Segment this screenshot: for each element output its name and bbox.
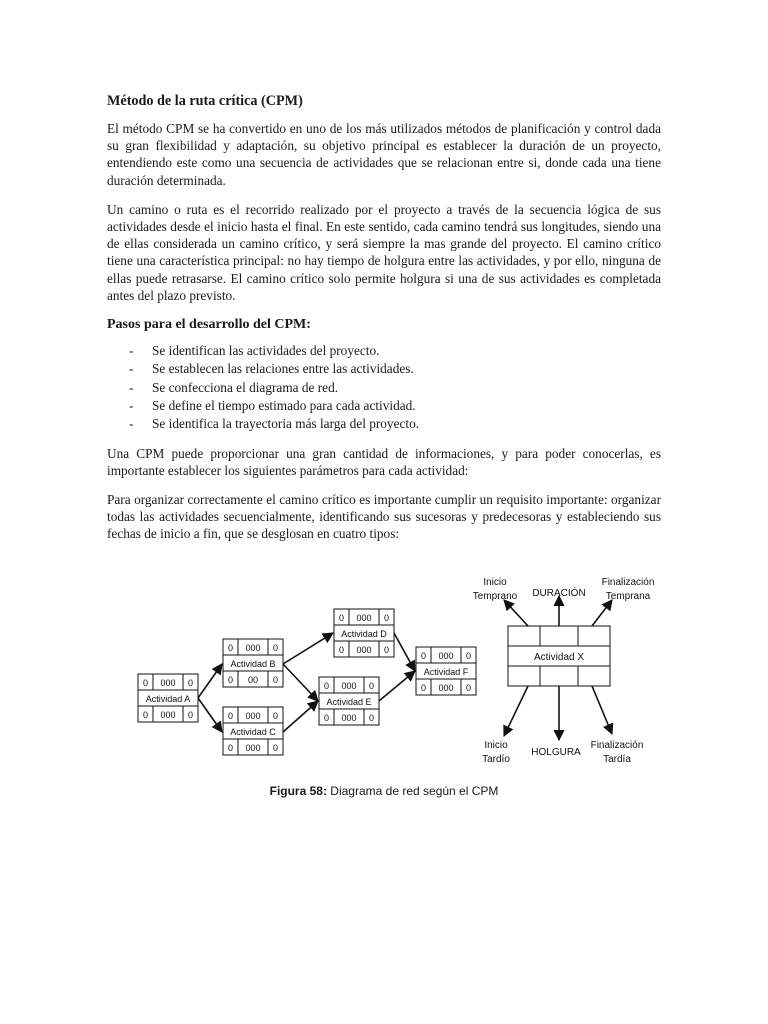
legend-label-bottom-right: Tardía [603, 754, 631, 765]
node-activity-name: Actividad F [423, 667, 469, 677]
list-item-text: Se identifica la trayectoria más larga del proyecto. [152, 416, 420, 432]
legend-arrow [504, 686, 528, 736]
activity-legend [473, 577, 655, 765]
node-bottom-value: 000 [160, 710, 176, 720]
node-top-value: 0 [368, 681, 375, 691]
paragraph-parameters: Una CPM puede proporcionar una gran cantidad de informaciones, y para poder conocerlas, es importante establecer los siguientes parámetros para cada actividad: [107, 445, 661, 478]
dependency-arrow [394, 633, 415, 671]
legend-label-duration: DURACIÓN [532, 588, 586, 599]
node-top-value: 000 [438, 651, 454, 661]
legend-label-top-right: Finalización [601, 577, 655, 588]
list-item [107, 342, 661, 360]
node-top-value: 000 [245, 643, 261, 653]
document-body [107, 92, 661, 555]
activity-nodes [138, 609, 476, 755]
node-top-value: 0 [187, 678, 194, 688]
dependency-arrow [283, 701, 318, 732]
legend-label-bottom-left: Tardío [482, 754, 510, 765]
node-activity-name: Actividad A [145, 694, 191, 704]
node-bottom-value: 000 [356, 645, 372, 655]
legend-label-bottom-right: Finalización [590, 740, 644, 751]
node-top-value: 0 [272, 711, 279, 721]
node-bottom-value: 0 [368, 713, 375, 723]
steps-list [107, 342, 661, 433]
node-activity-name: Actividad C [230, 727, 276, 737]
paragraph-route: Un camino o ruta es el recorrido realizado por el proyecto a través de la secuencia lógica de sus actividades desde el inicio hasta el final. En este sentido, cada camino tendrá sus longitudes, siendo una de ellas considerada un camino crítico, y será siempre la mas grande del proyecto. El camino crítico tiene una característica principal: no hay tiempo de holgura entre las actividades, y por ello, ninguna de ellas puede retrasarse. El camino crítico solo permite holgura si una de sus actividades es completada antes del plazo previsto. [107, 201, 661, 303]
paragraph-organize: Para organizar correctamente el camino crítico es importante cumplir un requisito importante: organizar todas las actividades secuencialmente, identificando sus sucesoras y predecesoras y estableciendo sus fechas de inicio a fin, que se desglosan en cuatro tipos: [107, 491, 661, 542]
node-top-value: 0 [420, 651, 427, 661]
node-bottom-value: 0 [323, 713, 330, 723]
node-bottom-value: 0 [383, 645, 390, 655]
dependency-arrow [283, 633, 333, 664]
legend-label-bottom-left: Inicio [484, 740, 508, 751]
node-activity-name: Actividad B [230, 659, 276, 669]
list-item [107, 397, 661, 415]
legend-arrow [592, 686, 612, 734]
list-item [107, 360, 661, 378]
network-diagram [0, 570, 768, 770]
node-bottom-value: 0 [142, 710, 149, 720]
node-top-value: 0 [383, 613, 390, 623]
node-bottom-value: 0 [187, 710, 194, 720]
node-top-value: 0 [142, 678, 149, 688]
dependency-arrow [379, 671, 415, 701]
node-bottom-value: 0 [272, 675, 279, 685]
legend-label-top-left: Inicio [483, 577, 507, 588]
node-top-value: 0 [272, 643, 279, 653]
legend-activity-name: Actividad X [533, 652, 585, 663]
activity-node-d [334, 609, 394, 657]
bullet-dash: - [129, 361, 134, 377]
activity-node-a [138, 674, 198, 722]
legend-node [508, 626, 610, 686]
list-item-text: Se define el tiempo estimado para cada actividad. [152, 397, 416, 413]
node-bottom-value: 0 [227, 743, 234, 753]
node-bottom-value: 000 [245, 743, 261, 753]
bullet-dash: - [129, 397, 134, 413]
node-top-value: 0 [465, 651, 472, 661]
legend-arrow [592, 600, 612, 626]
node-top-value: 000 [160, 678, 176, 688]
dependency-arrow [198, 698, 222, 732]
list-item [107, 415, 661, 433]
node-bottom-value: 0 [272, 743, 279, 753]
legend-label-top-right: Temprana [605, 591, 651, 602]
node-top-value: 000 [356, 613, 372, 623]
legend-label-top-left: Temprano [472, 591, 518, 602]
dependency-arrow [283, 664, 318, 701]
figure-network-diagram [0, 570, 768, 770]
page-title: Método de la ruta crítica (CPM) [107, 93, 303, 109]
node-bottom-value: 000 [341, 713, 357, 723]
paragraph-intro: El método CPM se ha convertido en uno de los más utilizados métodos de planificación y control dada su gran flexibilidad y adaptación, su objetivo principal es establecer la duración de un proyecto, entendiendo este como una secuencia de actividades que se relacionan entre si, donde cada una tiene duración determinada. [107, 121, 661, 188]
list-item-text: Se confecciona el diagrama de red. [152, 379, 339, 395]
node-top-value: 0 [227, 711, 234, 721]
caption-label: Figura 58: [269, 784, 327, 798]
list-item [107, 379, 661, 397]
node-activity-name: Actividad D [341, 629, 387, 639]
node-bottom-value: 0 [420, 683, 427, 693]
node-top-value: 0 [323, 681, 330, 691]
bullet-dash: - [129, 379, 134, 395]
caption-text: Diagrama de red según el CPM [326, 784, 499, 798]
node-bottom-value: 00 [247, 675, 259, 685]
list-item-text: Se identifican las actividades del proyecto. [152, 343, 380, 359]
node-activity-name: Actividad E [326, 697, 372, 707]
node-top-value: 0 [338, 613, 345, 623]
bullet-dash: - [129, 343, 134, 359]
activity-node-c [223, 707, 283, 755]
dependency-arrow [198, 664, 222, 698]
bullet-dash: - [129, 416, 134, 432]
node-bottom-value: 0 [465, 683, 472, 693]
legend-arrow [504, 600, 528, 626]
node-top-value: 000 [245, 711, 261, 721]
activity-node-e [319, 677, 379, 725]
activity-node-f [416, 647, 476, 695]
activity-node-b [223, 639, 283, 687]
node-bottom-value: 0 [227, 675, 234, 685]
steps-heading: Pasos para el desarrollo del CPM: [107, 317, 311, 333]
node-bottom-value: 0 [338, 645, 345, 655]
node-top-value: 000 [341, 681, 357, 691]
node-top-value: 0 [227, 643, 234, 653]
node-bottom-value: 000 [438, 683, 454, 693]
list-item-text: Se establecen las relaciones entre las actividades. [152, 361, 414, 377]
legend-label-slack: HOLGURA [531, 747, 581, 758]
figure-caption [0, 784, 768, 798]
